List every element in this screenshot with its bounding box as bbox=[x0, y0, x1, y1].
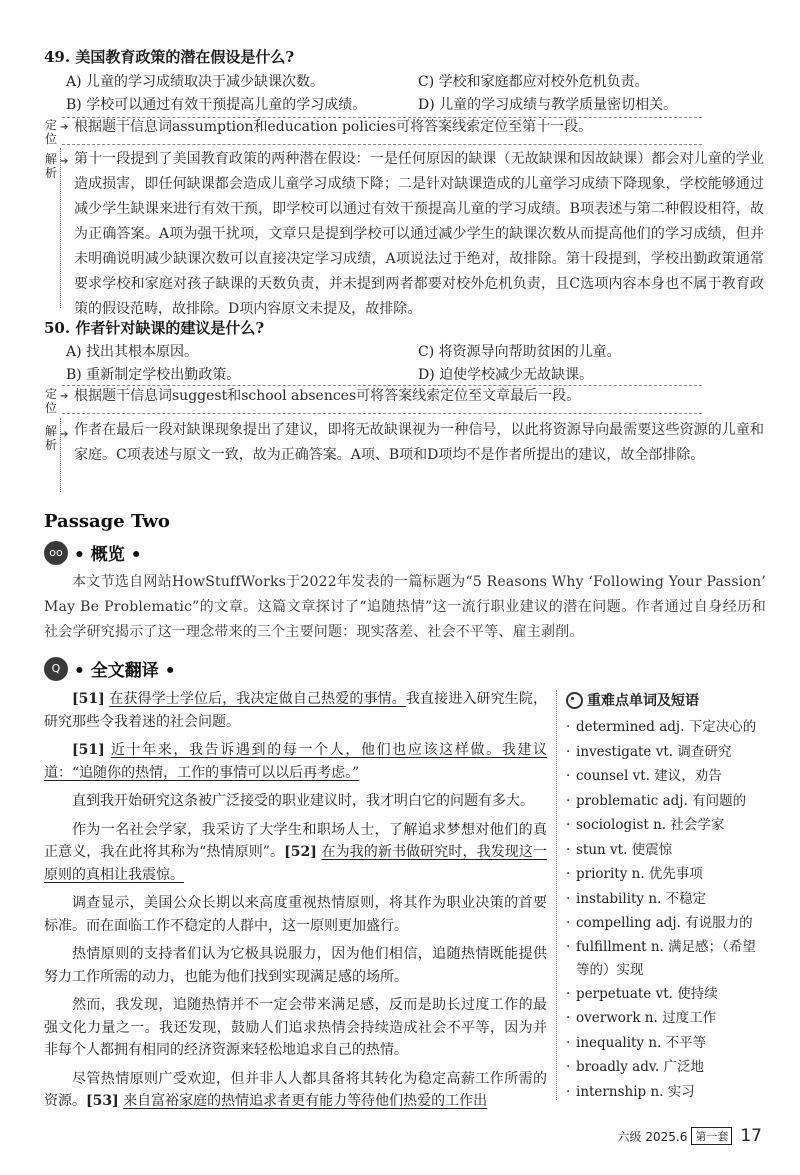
vocab-item: · problematic adj. 有问题的 bbox=[566, 789, 766, 814]
question-marker: [51] bbox=[72, 691, 105, 707]
vocab-item: · compelling adj. 有说服力的 bbox=[566, 911, 766, 936]
question-marker: [52] bbox=[284, 844, 317, 860]
page-number: 17 bbox=[740, 1126, 762, 1146]
q50-option-a: A) 找出其根本原因。 bbox=[66, 344, 199, 360]
vocabulary-title-text: 重难点单词及短语 bbox=[587, 693, 699, 709]
translation-paragraph bbox=[44, 1068, 547, 1113]
set-label: 第一套 bbox=[691, 1127, 732, 1145]
question-marker: [51] bbox=[72, 742, 105, 758]
vocab-item: · determined adj. 下定决心的 bbox=[566, 715, 766, 740]
translation-paragraph bbox=[44, 688, 547, 733]
divider bbox=[62, 144, 702, 145]
q50-option-d: D) 迫使学校减少无故缺课。 bbox=[418, 367, 594, 383]
sentence: 尽管热情原则广受欢迎，但并非人人都具备将其转化为稳定高薪工作所需的资源。 bbox=[44, 1070, 547, 1109]
overview-header bbox=[44, 540, 142, 565]
translation-paragraph: 直到我开始研究这条被广泛接受的职业建议时，我才明白它的问题有多大。 bbox=[72, 793, 534, 809]
sentence: 作为一名社会学家，我采访了大学生和职场人士，了解追求梦想对他们的真正意义，我在此将其称为“热情原则”。 bbox=[44, 821, 547, 860]
glasses-icon: oo bbox=[44, 541, 68, 565]
q50-locate-text: 根据题干信息词suggest和school absences可将答案线索定位至文章最后一段。 bbox=[74, 388, 581, 404]
underlined-sentence: 近十年来，我告诉遇到的每一个人，他们也应该这样做。我建议道：“追随你的热情，工作的事情可以以后再考虑。” bbox=[44, 742, 548, 781]
issue-label: 六级 2025.6 bbox=[617, 1129, 688, 1144]
vocab-item: · stun vt. 使震惊 bbox=[566, 838, 766, 863]
locate-tag: 定 位 bbox=[44, 118, 57, 146]
vocab-item: · inequality n. 不平等 bbox=[566, 1031, 766, 1056]
arrow-icon: ➔ bbox=[60, 122, 69, 133]
analysis-tag: 解 析 bbox=[44, 424, 57, 452]
underlined-sentence: 来自富裕家庭的热情追求者更有能力等待他们热爱的工作出 bbox=[123, 1093, 488, 1109]
arrow-icon: ➔ bbox=[60, 429, 69, 440]
vocab-item: · overwork n. 过度工作 bbox=[566, 1006, 766, 1031]
analysis-tag: 解 析 bbox=[44, 152, 57, 180]
q50-option-c: C) 将资源导向帮助贫困的儿童。 bbox=[418, 344, 621, 360]
translation-paragraph: 热情原则的支持者们认为它极具说服力，因为他们相信，追随热情既能提供努力工作所需的动力，也能为他们找到实现满足感的场所。 bbox=[44, 946, 547, 985]
vocabulary-box bbox=[566, 690, 766, 1104]
translation-column bbox=[44, 688, 547, 1119]
q49-analysis-text: 第十一段提到了美国教育政策的两种潜在假设：一是任何原因的缺课（无故缺课和因故缺课）都会对儿童的学业造成损害，即任何缺课都会造成儿童学习成绩下降；二是针对缺课造成的儿童学习成绩下降现象，学校能够通过减少学生缺课来进行有效干预，即学校可以通过有效干预提高儿童的学习成绩。B项表述与第二种假设相符，故为正确答案。A项为强干扰项，文章只是提到学校可以通过减少学生的缺课次数从而提高他们的学习成绩，但并未明确说明减少缺课次数可以直接决定学习成绩，A项说法过于绝对，故排除。第十段提到，学校出勤政策通常要求学校和家庭对孩子缺课的天数负责，并未提到两者都要对校外危机负责，且C选项内容本身也不属于教育政策的假设范畴，故排除。D项内容原文未提及，故排除。 bbox=[74, 151, 764, 317]
vocab-item: · investigate vt. 调查研究 bbox=[566, 740, 766, 765]
analysis-side-line bbox=[60, 148, 61, 308]
page-footer bbox=[618, 1126, 762, 1146]
magnifier-icon: Q bbox=[44, 657, 68, 681]
q49-option-c: C) 学校和家庭都应对校外危机负责。 bbox=[418, 74, 649, 90]
target-icon bbox=[566, 692, 583, 709]
translation-paragraph bbox=[44, 739, 547, 784]
overview-label: • 概览 • bbox=[74, 545, 142, 565]
underlined-sentence: 在为我的新书做研究时，我发现这一原则的真相让我震惊。 bbox=[44, 844, 548, 883]
question-marker: [53] bbox=[86, 1093, 119, 1109]
question-49-title: 49. 美国教育政策的潜在假设是什么? bbox=[44, 48, 295, 66]
passage-title: Passage Two bbox=[44, 511, 170, 532]
q49-option-d: D) 儿童的学习成绩与教学质量密切相关。 bbox=[418, 97, 678, 113]
question-50-title: 50. 作者针对缺课的建议是什么? bbox=[44, 319, 265, 337]
translation-paragraph: 然而，我发现，追随热情并不一定会带来满足感，反而是助长过度工作的最强文化力量之一。我还发现，鼓励人们追求热情会持续造成社会不平等，因为并非每个人都拥有相同的经济资源来轻松地追求自己的热情。 bbox=[44, 997, 547, 1058]
vocab-item: · instability n. 不稳定 bbox=[566, 887, 766, 912]
divider bbox=[62, 413, 702, 414]
vocab-item: · counsel vt. 建议，劝告 bbox=[566, 764, 766, 789]
vocab-item: · perpetuate vt. 使持续 bbox=[566, 982, 766, 1007]
sentence: 我直接进入研究生院，研究那些令我着迷的社会问题。 bbox=[44, 691, 548, 730]
q49-option-b: B) 学校可以通过有效干预提高儿童的学习成绩。 bbox=[66, 97, 367, 113]
vocab-item: · internship n. 实习 bbox=[566, 1080, 766, 1105]
translation-header bbox=[44, 656, 176, 681]
q50-analysis-text: 作者在最后一段对缺课现象提出了建议，即将无故缺课视为一种信号，以此将资源导向最需要这些资源的儿童和家庭。C项表述与原文一致，故为正确答案。A项、B项和D项均不是作者所提出的建议，故全部排除。 bbox=[74, 422, 764, 463]
analysis-side-line bbox=[60, 418, 61, 492]
vocab-item: · sociologist n. 社会学家 bbox=[566, 813, 766, 838]
translation-label: • 全文翻译 • bbox=[74, 661, 176, 681]
overview-text: 本文节选自网站HowStuffWorks于2022年发表的一篇标题为“5 Reasons Why ‘Following Your Passion’ May Be Problematic”的文章。这篇文章探讨了“追随热情”这一流行职业建议的潜在问题。作者通过自身经历和社会学研究揭示了这一理念带来的三个主要问题：现实落差、社会不平等、雇主剥削。 bbox=[44, 574, 766, 640]
underlined-sentence: 在获得学士学位后，我决定做自己热爱的事情。 bbox=[109, 691, 406, 707]
vocab-item: · broadly adv. 广泛地 bbox=[566, 1055, 766, 1080]
q49-option-a: A) 儿童的学习成绩取决于减少缺课次数。 bbox=[66, 74, 325, 90]
vocabulary-list bbox=[566, 715, 766, 1104]
vocabulary-title bbox=[566, 690, 766, 710]
translation-paragraph bbox=[44, 819, 547, 887]
arrow-icon: ➔ bbox=[60, 156, 69, 167]
vocab-item: · fulfillment n. 满足感；（希望等的）实现 bbox=[566, 936, 766, 982]
translation-paragraph: 调查显示，美国公众长期以来高度重视热情原则，将其作为职业决策的首要标准。而在面临工作不稳定的人群中，这一原则更加盛行。 bbox=[44, 895, 547, 934]
column-divider bbox=[556, 690, 557, 1100]
locate-tag: 定 位 bbox=[44, 387, 57, 415]
arrow-icon: ➔ bbox=[60, 391, 69, 402]
q50-option-b: B) 重新制定学校出勤政策。 bbox=[66, 367, 241, 383]
vocab-item: · priority n. 优先事项 bbox=[566, 862, 766, 887]
q49-locate-text: 根据题干信息词assumption和education policies可将答案线索定位至第十一段。 bbox=[74, 119, 593, 135]
